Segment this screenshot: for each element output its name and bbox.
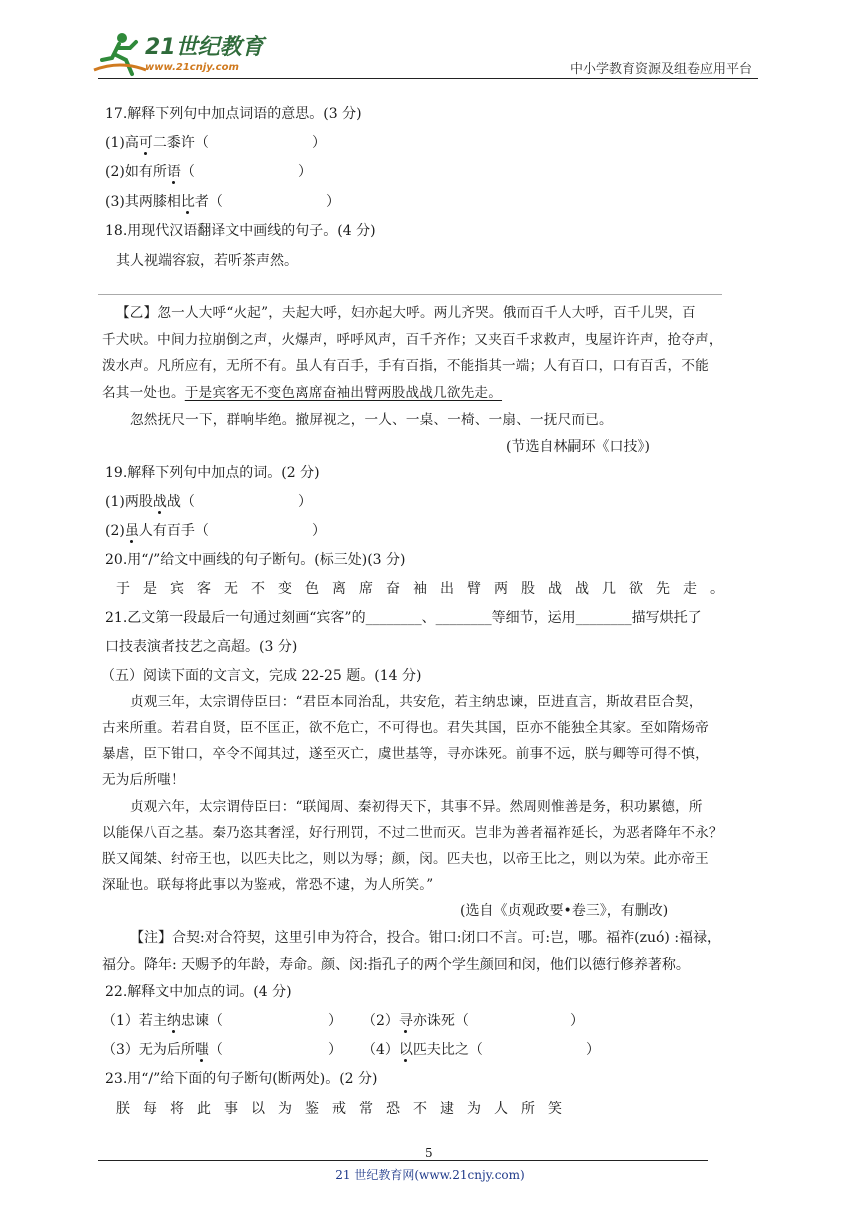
q18-title: 18.用现代汉语翻译文中画线的句子。(4 分) bbox=[105, 223, 376, 239]
q22-item-2-close: ） bbox=[570, 1013, 584, 1029]
passage-p1-line-3: 暴虐，臣下钳口，卒令不闻其过，遂至灭亡，虞世基等，寻亦诛死。前事不远，朕与卿等可得不慎， bbox=[102, 746, 709, 762]
yi-line-5: 忽然抚尺一下，群响毕绝。撤屏视之，一人、一桌、一椅、一扇、一抚尺而已。 bbox=[130, 412, 613, 428]
yi-line-4: 名其一处也。于是宾客无不变色离席奋袖出臂两股战战几欲先走。 bbox=[102, 385, 503, 401]
q22-item-4: （4）以匹夫比之（ bbox=[362, 1042, 483, 1058]
q17-title: 17.解释下列句中加点词语的意思。(3 分) bbox=[105, 106, 362, 122]
q22-title: 22.解释文中加点的词。(4 分) bbox=[105, 984, 292, 1000]
q22-item-3-close: ） bbox=[328, 1042, 342, 1058]
q17-item-2-close: ） bbox=[298, 164, 312, 180]
logo-url: www.21cnjy.com bbox=[145, 62, 239, 73]
q23-title: 23.用“/”给下面的句子断句(断两处)。(2 分) bbox=[105, 1071, 378, 1087]
passage-source: (选自《贞观政要•卷三》，有删改) bbox=[460, 903, 669, 919]
q20-sentence: 于是宾客无不变色离席奋袖出臂两股战战几欲先走。 bbox=[116, 581, 737, 597]
q19-item-2-close: ） bbox=[312, 523, 326, 539]
platform-title: 中小学教育资源及组卷应用平台 bbox=[570, 62, 753, 77]
q19-item-1-close: ） bbox=[298, 494, 312, 510]
q19-title: 19.解释下列句中加点的词。(2 分) bbox=[105, 465, 320, 481]
passage-p1-line-4: 无为后所嗤！ bbox=[102, 772, 185, 788]
q22-item-1-close: ） bbox=[328, 1013, 342, 1029]
yi-underlined-sentence: 于是宾客无不变色离席奋袖出臂两股战战几欲先走。 bbox=[184, 385, 503, 401]
note-line-2: 福分。降年: 天赐予的年龄，寿命。颜、闵:指孔子的两个学生颜回和闵，他们以德行修养著称。 bbox=[102, 957, 690, 973]
footer-divider bbox=[98, 1160, 708, 1161]
header-divider bbox=[98, 78, 758, 79]
q19-item-1: (1)两股战战（ bbox=[105, 494, 195, 510]
q22-item-2: （2）寻亦诛死（ bbox=[362, 1013, 469, 1029]
q22-item-4-close: ） bbox=[586, 1042, 600, 1058]
yi-line-1: 【乙】忽一人大呼“火起”，夫起大呼，妇亦起大呼。两儿齐哭。俄而百千人大呼，百千儿哭，百 bbox=[116, 305, 696, 321]
yi-line-3: 泼水声。凡所应有，无所不有。虽人有百手，手有百指，不能指其一端；人有百口，口有百舌，不能 bbox=[102, 358, 709, 374]
q22-item-1: （1）若主纳忠谏（ bbox=[102, 1013, 223, 1029]
q21-line-2: 口技表演者技艺之高超。(3 分) bbox=[105, 639, 298, 655]
runner-logo-icon bbox=[92, 30, 148, 80]
passage-p2-line-4: 深耻也。联每将此事以为鉴戒，常恐不逮，为人所笑。” bbox=[102, 877, 434, 893]
note-line-1: 【注】合契:对合符契，这里引申为符合，投合。钳口:闭口不言。可:岂，哪。福祚(zuó) :福禄， bbox=[130, 930, 722, 946]
q17-item-1: (1)高可二黍许（ bbox=[105, 135, 209, 151]
q22-item-3: （3）无为后所嗤（ bbox=[102, 1042, 223, 1058]
q20-title: 20.用“/”给文中画线的句子断句。(标三处)(3 分) bbox=[105, 552, 406, 568]
section5-title: （五）阅读下面的文言文，完成 22-25 题。(14 分) bbox=[101, 668, 422, 684]
passage-p2-line-1: 贞观六年，太宗谓侍臣曰：“联闻周、秦初得天下，其事不异。然周则惟善是务，积功累德，所 bbox=[130, 799, 703, 815]
q21-line-1: 21.乙文第一段最后一句通过刻画“宾客”的________、________等细节，运用________描写烘托了 bbox=[105, 610, 702, 626]
q23-sentence: 朕每将此事以为鉴戒常恐不逮为人所笑 bbox=[116, 1101, 575, 1117]
yi-line-2: 千犬吠。中间力拉崩倒之声，火爆声，呼呼风声，百千齐作；又夹百千求救声，曳屋许许声，抢夺声， bbox=[102, 332, 723, 348]
page-number: 5 bbox=[425, 1146, 433, 1160]
q18-sentence: 其人视端容寂，若听茶声然。 bbox=[116, 253, 298, 269]
q17-item-1-close: ） bbox=[312, 135, 326, 151]
passage-p2-line-2: 以能保八百之基。秦乃恣其奢淫，好行刑罚，不过二世而灭。岂非为善者福祚延长，为恶者降年不永？ bbox=[102, 825, 723, 841]
yi-source: (节选自林嗣环《口技》) bbox=[506, 439, 650, 455]
q17-item-2: (2)如有所语（ bbox=[105, 164, 195, 180]
section-separator bbox=[98, 294, 722, 295]
q17-item-3-close: ） bbox=[326, 194, 340, 210]
passage-p1-line-1: 贞观三年，太宗谓侍臣曰：“君臣本同治乱，共安危，若主纳忠谏，臣进直言，斯故君臣合契， bbox=[130, 694, 703, 710]
q19-item-2: (2)虽人有百手（ bbox=[105, 523, 209, 539]
logo-text: 21世纪教育 bbox=[145, 35, 264, 60]
passage-p1-line-2: 古来所重。若君自贤，臣不匡正，欲不危亡，不可得也。君失其国，臣亦不能独全其家。至如隋炀帝 bbox=[102, 720, 709, 736]
footer-site: 21 世纪教育网(www.21cnjy.com) bbox=[335, 1168, 525, 1182]
passage-p2-line-3: 朕又闻桀、纣帝王也，以匹夫比之，则以为辱；颜，闵。匹夫也，以帝王比之，则以为荣。此亦帝王 bbox=[102, 851, 709, 867]
q17-item-3: (3)其两膝相比者（ bbox=[105, 194, 223, 210]
